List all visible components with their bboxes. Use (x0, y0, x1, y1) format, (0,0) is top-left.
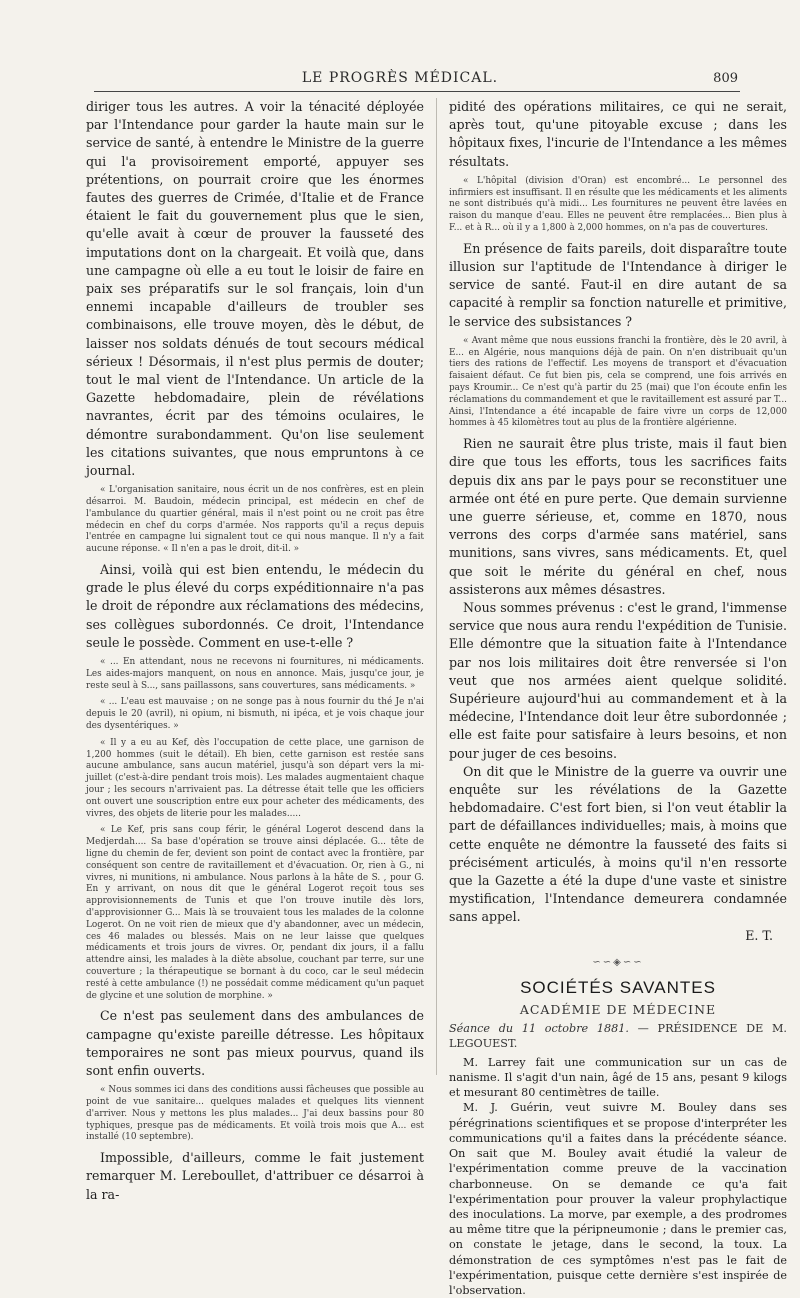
academy-heading: ACADÉMIE DE MÉDECINE (519, 1001, 717, 1017)
running-head (0, 70, 800, 92)
page-number: 809 (713, 71, 738, 86)
paragraph: Rien ne saurait être plus triste, mais il faut bien dire que tous les efforts, tous les sacrifices faits depuis dix ans par le pays pour se reconstituer une armée ont été en pure perte. Que demain survienne une guerre sérieuse, et, comme en 1870, nous verrons des corps d'armée sans matériel, sans munitions, sans vivres, sans médicaments. Et, quel que soit le mérite du général en chef, nous assisterons aux mêmes désastres. (449, 436, 787, 597)
paragraph: Impossible, d'ailleurs, comme le fait justement remarquer M. Lereboullet, d'attribuer ce désarroi à la ra- (86, 1150, 424, 1202)
session-line (449, 1021, 787, 1051)
session-presidency: — PRÉSIDENCE DE M. LEGOUEST. (449, 1021, 787, 1050)
paragraph: M. Larrey fait une communication sur un cas de nanisme. Il s'agit d'un nain, âgé de 15 ans, pesant 9 kilogs et mesurant 80 centimètres de taille. (449, 1055, 787, 1100)
header-rule (94, 91, 740, 92)
quotation: « L'organisation sanitaire, nous écrit un de nos confrères, est en plein désarroi. M. Baudoin, médecin principal, est médecin en chef de l'ambulance du quartier général, mais il n'est point ou ne croit pas être médecin en chef du corps d'armée. Nos rapports qu'il a reçus depuis l'entrée en campagne lui signalent tout ce qui nous manque. Il n'y a fait aucune réponse. « Il n'en a pas le droit, dit-il. » (86, 485, 424, 555)
quotation: « Le Kef, pris sans coup férir, le général Logerot descend dans la Medjerdah.... Sa base d'opération se trouve ainsi déplacée. G... tête de ligne du chemin de fer, devient son point de contact avec la frontière, par conséquent son centre de ravitaillement et d'évacuation. Or, rien à G., ni vivres, ni munitions, ni ambulance. Nous parlons à la hâte de S. , pour G. En y arrivant, on nous dit que le général Logerot reçoit tous ses approvisionnements de Tunis et que l'on trouve inutile dès lors, d'approvisionner G... Mais là se trouvaient tous les malades de la colonne Logerot. On ne voit rien de mieux que d'y abandonner, avec un médecin, ces 46 malades ou blessés. Mais on ne leur laisse que quelques médicaments et trois jours de vivres. Or, pendant dix jours, il a fallu attendre ainsi, les malades à la diète absolue, couchant par terre, sur une couverture ; la thérapeutique se bornant à du coco, car le seul médecin resté à cette ambulance (!) ne possédait comme médicament qu'un paquet de glycine et une solution de morphine. » (86, 825, 424, 1001)
paragraph: Ce n'est pas seulement dans des ambulances de campagne qu'existe pareille détresse. Les hôpitaux temporaires ne sont pas mieux pourvus, quand ils sont enfin ouverts. (86, 1008, 424, 1078)
quotation: « L'hôpital (division d'Oran) est encombré... Le personnel des infirmiers est insuffisant. Il en résulte que les médicaments et les aliments ne sont distribués qu'à midi... Les fournitures ne peuvent être lavées en raison du manque d'eau. Elles ne peuvent être remplacées... Bien plus à F... et à R... où il y a 1,800 à 2,000 hommes, on n'a pas de couvertures. (449, 175, 787, 233)
paragraph: Nous sommes prévenus : c'est le grand, l'immense service que nous aura rendu l'expédition de Tunisie. Elle démontre que la situation faite à l'Intendance par nos lois militaires doit être renversée si l'on veut que nos armées aient quelque solidité. Supérieure aujourd'hui au commandement et à la médecine, l'Intendance doit leur être subordonnée ; elle est faite pour satisfaire à leurs besoins, et non pour juger de ces besoins. (449, 600, 787, 761)
quotation: « Il y a eu au Kef, dès l'occupation de cette place, une garnison de 1,200 hommes (suit le détail). Eh bien, cette garnison est restée sans aucune ambulance, sans aucun matériel, jusqu'à son départ vers la mi-juillet (c'est-à-dire pendant trois mois). Les malades augmentaient chaque jour ; les secours n'arrivaient pas. La détresse était telle que les officiers ont ouvert une souscription entre eux pour acheter des médicaments, des vivres, des objets de literie pour les malades..... (86, 737, 424, 819)
paragraph: En présence de faits pareils, doit disparaître toute illusion sur l'aptitude de l'Intendance à diriger le service de santé. Faut-il en dire autant de sa capacité à remplir sa fonction naturelle et primitive, le service des subsistances ? (449, 240, 787, 329)
section-title: SOCIÉTÉS SAVANTES (520, 977, 716, 997)
paragraph: pidité des opérations militaires, ce qui ne serait, après tout, qu'une pitoyable excuse ; dans les hôpitaux fixes, l'incurie de l'Intendance a les mêmes résultats. (449, 99, 787, 169)
quotation: « ... En attendant, nous ne recevons ni fournitures, ni médicaments. Les aides-majors manquent, on nous en annonce. Mais, jusqu'ce jour, je reste seul à S..., sans paillassons, sans couvertures, sans médicaments. » (86, 657, 424, 691)
paragraph: M. J. Guérin, veut suivre M. Bouley dans ses pérégrinations scientifiques et se propose d'interpréter les communications qu'il a faites dans la précédente séance. On sait que M. Bouley avait étudié la valeur de l'expérimentation comme preuve de la vaccination charbonneuse. On se demande ce qu'a fait l'expérimentation pour prouver la valeur prophylactique des inoculations. La morve, par exemple, a des prodromes au même titre que la péripneumonie ; dans le premier cas, on constate le jetage, dans le second, la toux. La démonstration de ces symptômes n'est pas le fait de l'expérimentation, puisque cette dernière s'est inspirée de l'observation. (449, 1101, 787, 1297)
left-column (86, 98, 424, 1202)
quotation: « Nous sommes ici dans des conditions aussi fâcheuses que possible au point de vue sanitaire... quelques malades et quelques lits viennent d'arriver. Nous y mettons les plus malades... J'ai deux bassins pour 80 typhiques, presque pas de médicaments. Et voilà trois mois que A... est installé (10 septembre). (86, 1085, 424, 1143)
right-column (449, 98, 787, 1297)
journal-title: LE PROGRÈS MÉDICAL. (301, 70, 499, 86)
quotation: « ... L'eau est mauvaise ; on ne songe pas à nous fournir du thé Je n'ai depuis le 20 (avril), ni opium, ni bismuth, ni ipéca, et je vois chaque jour des dysentériques. » (86, 697, 424, 732)
paragraph: On dit que le Ministre de la guerre va ouvrir une enquête sur les révélations de la Gazette hebdomadaire. C'est fort bien, si l'on veut établir la part de défaillances individuelles; mais, à moins que cette enquête ne démontre la fausseté des faits si précisément articulés, à moins qu'il n'en ressorte que la Gazette a été la dupe d'une vaste et sinistre mystification, l'Intendance demeurera condamnée sans appel. (449, 763, 787, 925)
paragraph: diriger tous les autres. A voir la ténacité déployée par l'Intendance pour garder la haute main sur le service de santé, à entendre le Ministre de la guerre qui l'a provisoirement emporté, appuyer ses prétentions, on pourrait croire que les énormes fautes des guerres de Crimée, d'Italie et de France étaient le fait du gouvernement plus que le sien, qu'elle avait à cœur de prouver la fausseté des imputations dont on la chargeait. Et voilà que, dans une campagne où elle a eu tout le loisir de faire en paix ses préparatifs sur le sol français, loin d'un ennemi incapable d'ailleurs de troubler ses combinaisons, elle trouve moyen, dès le début, de laisser nos soldats dénués de tout secours médical sérieux ! Désormais, il n'est plus permis de douter; tout le mal vient de l'Intendance. Un article de la Gazette hebdomadaire, plein de révélations navrantes, écrit par des témoins oculaires, le démontre surabondamment. Qu'on lise seulement les citations suivantes, que nous empruntons à ce journal. (86, 99, 424, 479)
paragraph: Ainsi, voilà qui est bien entendu, le médecin du grade le plus élevé du corps expéditionnaire n'a pas le droit de répondre aux réclamations des médecins, ses collègues subordonnés. Ce droit, l'Intendance seule le possède. Comment en use-t-elle ? (86, 562, 424, 650)
quotation: « Avant même que nous eussions franchi la frontière, dès le 20 avril, à E... en Algérie, nous manquions déjà de pain. On n'en distribuait qu'un tiers des rations de l'effectif. Les moyens de transport et d'évacuation faisaient défaut. Ce fut bien pis, cela se comprend, une fois arrivés en pays Kroumir... Ce n'est qu'à partir du 25 (mai) que l'on écoute enfin les réclamations du commandement et que le ravitaillement est assuré par T... Ainsi, l'Intendance a été incapable de faire vivre un corps de 12,000 hommes à 45 kilomètres tout au plus de la frontière algérienne. (449, 335, 787, 429)
session-date: Séance du 11 octobre 1881. (449, 1021, 629, 1035)
author-signature: E. T. (745, 927, 773, 943)
column-divider (436, 98, 437, 1075)
ornament-divider: ∽∽◈∽∽ (592, 956, 644, 968)
